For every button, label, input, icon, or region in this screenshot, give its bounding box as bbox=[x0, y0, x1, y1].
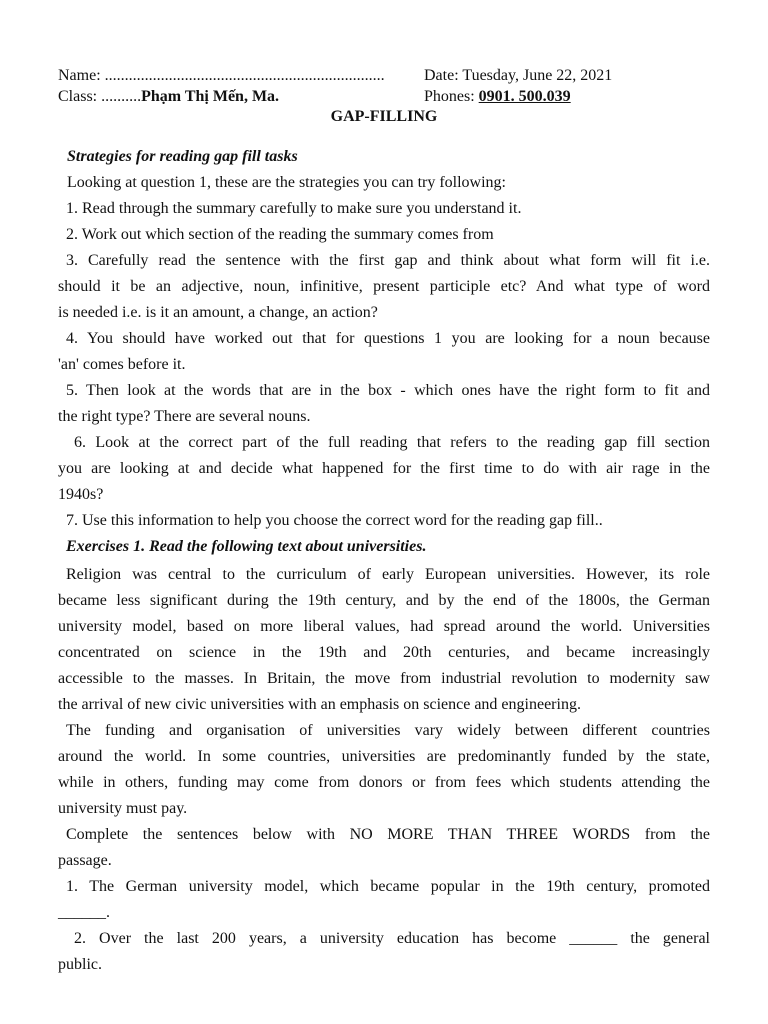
teacher-name: Phạm Thị Mến, Ma. bbox=[141, 88, 280, 105]
name-label: Name: bbox=[58, 67, 105, 84]
phones-group bbox=[424, 87, 571, 107]
date-text: Date: Tuesday, June 22, 2021 bbox=[424, 67, 613, 84]
strategy-line: the right type? There are several nouns. bbox=[58, 408, 311, 425]
strategy-line: 4. You should have worked out that for questions 1 you are looking for a noun because bbox=[66, 330, 710, 347]
passage-line: became less significant during the 19th century, and by the end of the 1800s, the German bbox=[58, 592, 710, 609]
passage-line: university must pay. bbox=[58, 800, 188, 817]
passage-line: around the world. In some countries, universities are predominantly funded by the state, bbox=[58, 748, 710, 765]
question-answer-blank: ______. bbox=[58, 904, 110, 921]
passage-line: university model, based on more liberal values, had spread around the world. Universities bbox=[58, 618, 710, 635]
passage-line: the arrival of new civic universities with an emphasis on science and engineering. bbox=[58, 696, 581, 713]
passage-line: The funding and organisation of universities vary widely between different countries bbox=[66, 722, 710, 739]
strategy-line: 1. Read through the summary carefully to make sure you understand it. bbox=[66, 200, 522, 217]
question-line: 1. The German university model, which became popular in the 19th century, promoted bbox=[66, 878, 710, 895]
strategy-line: is needed i.e. is it an amount, a change, an action? bbox=[58, 304, 378, 321]
strategy-line: 3. Carefully read the sentence with the first gap and think about what form will fit i.e. bbox=[66, 252, 710, 269]
page-title: GAP-FILLING bbox=[330, 108, 438, 125]
strategy-line: 6. Look at the correct part of the full reading that refers to the reading gap fill section bbox=[74, 434, 710, 451]
exercise-heading: Exercises 1. Read the following text about universities. bbox=[66, 538, 427, 555]
instruction-line: passage. bbox=[58, 852, 112, 869]
strategies-intro: Looking at question 1, these are the strategies you can try following: bbox=[67, 174, 506, 191]
strategy-line: should it be an adjective, noun, infinitive, present participle etc? And what type of word bbox=[58, 278, 710, 295]
name-dots: ...................................................................... bbox=[104, 67, 385, 84]
strategies-heading: Strategies for reading gap fill tasks bbox=[67, 148, 298, 165]
question-line: public. bbox=[58, 956, 102, 973]
name-line bbox=[58, 66, 710, 86]
strategy-line: 1940s? bbox=[58, 486, 104, 503]
class-label: Class: .......... bbox=[58, 88, 142, 105]
question-line: 2. Over the last 200 years, a university education has become ______ the general bbox=[74, 930, 710, 947]
strategy-line: 7. Use this information to help you choose the correct word for the reading gap fill.. bbox=[66, 512, 603, 529]
phones-value: 0901. 500.039 bbox=[478, 88, 571, 105]
strategy-line: 'an' comes before it. bbox=[58, 356, 186, 373]
passage-line: accessible to the masses. In Britain, the move from industrial revolution to modernity saw bbox=[58, 670, 710, 687]
passage-line: Religion was central to the curriculum of early European universities. However, its role bbox=[66, 566, 710, 583]
phones-label: Phones: bbox=[424, 88, 479, 105]
passage-line: while in others, funding may come from donors or from fees which students attending the bbox=[58, 774, 710, 791]
instruction-line: Complete the sentences below with NO MORE THAN THREE WORDS from the bbox=[66, 826, 710, 843]
passage-line: concentrated on science in the 19th and 20th centuries, and became increasingly bbox=[58, 644, 710, 661]
class-line bbox=[58, 87, 710, 107]
strategy-line: 5. Then look at the words that are in the box - which ones have the right form to fit and bbox=[66, 382, 710, 399]
strategy-line: 2. Work out which section of the reading the summary comes from bbox=[66, 226, 494, 243]
strategy-line: you are looking at and decide what happened for the first time to do with air rage in the bbox=[58, 460, 710, 477]
